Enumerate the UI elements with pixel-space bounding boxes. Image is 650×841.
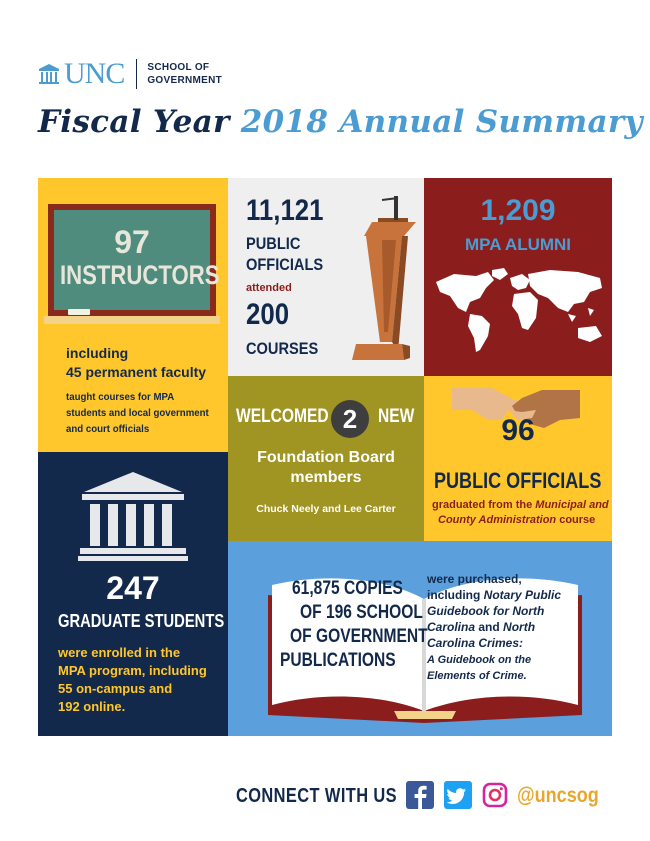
alumni-count: 1,209 (480, 194, 556, 227)
students-desc-1: were enrolled in the (58, 645, 181, 660)
social-handle[interactable]: @uncsog (517, 784, 599, 807)
facebook-icon[interactable] (406, 781, 434, 809)
courses-label: COURSES (246, 339, 319, 358)
graduated-desc-1b: Municipal and (535, 499, 609, 511)
courses-count: 200 (246, 298, 290, 331)
alumni-panel (424, 178, 612, 376)
pubs-right-4 (427, 621, 535, 633)
school-name (147, 61, 222, 87)
new-label: NEW (378, 406, 415, 427)
school-line-1: SCHOOL OF (147, 62, 210, 73)
page-title (38, 104, 643, 140)
officials-panel (228, 178, 424, 376)
students-desc-3: 55 on-campus and (58, 681, 173, 696)
courthouse-icon (78, 470, 188, 562)
pubs-right-3: Guidebook for North (427, 604, 545, 618)
instructors-count: 97 (114, 224, 150, 260)
students-label: GRADUATE STUDENTS (58, 611, 225, 631)
unc-school-of-government-logo (38, 56, 222, 92)
podium-icon (338, 192, 422, 372)
graduated-officials-panel (424, 376, 612, 541)
graduated-desc-1a: graduated from the (432, 499, 536, 511)
instructors-faculty: 45 permanent faculty (66, 364, 207, 380)
twitter-icon[interactable] (444, 781, 472, 809)
graduated-desc-1 (432, 500, 609, 511)
graduated-desc-2 (438, 515, 595, 526)
unc-wordmark (38, 57, 124, 91)
students-count: 247 (106, 570, 160, 606)
graduate-students-panel (38, 452, 228, 736)
graduated-label: PUBLIC OFFICIALS (434, 468, 602, 493)
welcomed-label: WELCOMED (236, 406, 329, 427)
new-members-count: 2 (342, 403, 358, 434)
pubs-right-1: were purchased, (427, 572, 522, 586)
instructors-desc-3: and court officials (66, 423, 150, 435)
pubs-right-6: A Guidebook on the (427, 654, 532, 666)
instructors-desc-1: taught courses for MPA (66, 391, 175, 403)
alumni-label: MPA ALUMNI (464, 235, 572, 254)
pubs-line-1: 61,875 COPIES (292, 578, 403, 599)
pubs-right-2 (427, 589, 561, 601)
pubs-line-4: PUBLICATIONS (280, 650, 396, 671)
pubs-right-4c: North (503, 620, 536, 634)
title-part-1: Fiscal Year (38, 104, 230, 140)
title-part-2: 2018 Annual Summary (240, 104, 643, 140)
graduated-count: 96 (501, 414, 535, 447)
pubs-right-4b: and (475, 620, 504, 634)
logo-divider (136, 59, 137, 89)
logo-unc-text: UNC (64, 57, 125, 90)
instagram-icon[interactable] (481, 781, 509, 809)
officials-label-2: OFFICIALS (246, 255, 324, 274)
connect-with-us-label: CONNECT WITH US (236, 785, 398, 807)
school-line-2: GOVERNMENT (147, 75, 223, 86)
graduated-desc-2a: County Administration (438, 514, 557, 526)
board-member-names: Chuck Neely and Lee Carter (256, 503, 396, 515)
instructors-label: INSTRUCTORS (60, 260, 220, 290)
pubs-line-2: OF 196 SCHOOL (300, 602, 423, 623)
old-well-icon (38, 63, 60, 85)
students-desc-4: 192 online. (58, 699, 126, 714)
foundation-board-panel (228, 376, 424, 541)
chalk-icon (68, 309, 90, 315)
instructors-panel (38, 178, 228, 452)
officials-attended: attended (246, 282, 292, 294)
pubs-right-7: Elements of Crime. (427, 670, 527, 682)
pubs-right-2b: Notary Public (483, 588, 562, 602)
board-line-1: Foundation Board (257, 449, 395, 466)
pubs-right-4a: Carolina (427, 620, 476, 634)
officials-label-1: PUBLIC (246, 234, 301, 253)
instructors-including: including (66, 345, 129, 361)
pubs-right-5: Carolina Crimes: (427, 636, 524, 650)
instructors-desc-2: students and local government (66, 407, 209, 419)
board-line-2: members (290, 469, 362, 486)
graduated-desc-2b: course (556, 514, 596, 526)
chalkboard-ledge (44, 316, 220, 324)
pubs-line-3: OF GOVERNMENT (290, 626, 428, 647)
publications-panel (228, 541, 612, 736)
world-map-icon (430, 268, 608, 360)
students-desc-2: MPA program, including (58, 663, 207, 678)
officials-count: 11,121 (246, 194, 324, 227)
new-members-count-badge (331, 400, 369, 438)
pubs-right-2a: including (427, 588, 484, 602)
